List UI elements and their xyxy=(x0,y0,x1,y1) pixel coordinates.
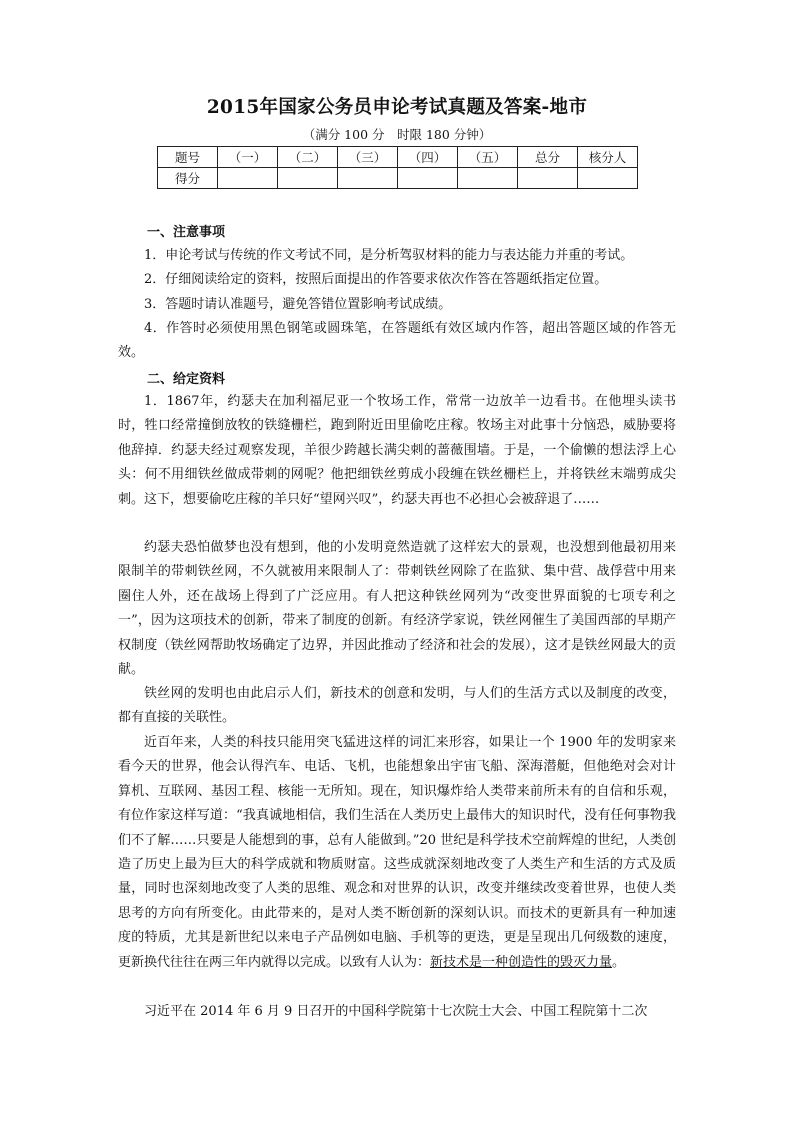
score-cell xyxy=(398,168,458,189)
document-title: 2015年国家公务员申论考试真题及答案-地市 xyxy=(206,97,588,118)
score-table-header: 题号 xyxy=(158,147,218,168)
score-table-header: （四） xyxy=(398,147,458,168)
score-row-label: 得分 xyxy=(158,168,218,189)
material-text-end: 。 xyxy=(612,954,626,970)
notes-item: 2．仔细阅读给定的资料，按照后面提出的作答要求依次作答在答题纸指定位置。 xyxy=(144,272,608,287)
score-table-score-row xyxy=(158,168,638,189)
score-cell xyxy=(218,168,278,189)
score-table-header: （五） xyxy=(458,147,518,168)
material-text: 近百年来，人类的科技只能用突飞猛进这样的词汇来形容，如果让一个 1900 年的发明家来看今天的世界，他会认得汽车、电话、飞机，也能想象出宇宙飞船、深海潜艇，但他绝对会对计算机、互联网、基因工程、核能一无所知。现在，知识爆炸给人类带来前所未有的自信和乐观，有位作家这样写道：“我真诚地相信，我们生活在人类历史上最伟大的知识时代，没有任何事物我们不了解……只要是人能想到的事，总有人能做到。”20 世纪是科学技术空前辉煌的世纪，人类创造了历史上最为巨大的科学成就和物质财富。这些成就深刻地改变了人类生产和生活的方式及质量，同时也深刻地改变了人类的思维、观念和对世界的认识，改变并继续改变着世界，也使人类思考的方向有所变化。由此带来的，是对人类不断创新的深刻认识。而技术的更新具有一种加速度的特质，尤其是新世纪以来电子产品例如电脑、手机等的更迭，更是呈现出几何级数的速度，更新换代往往在两三年内就得以完成。以致有人认为： xyxy=(118,735,676,970)
score-cell xyxy=(578,168,638,189)
section-heading-materials: 二、给定资料 xyxy=(147,372,226,387)
material-paragraph: 铁丝网的发明也由此启示人们，新技术的创意和发明，与人们的生活方式以及制度的改变，都有直接的关联性。 xyxy=(118,686,676,726)
material-paragraph xyxy=(118,731,676,975)
score-cell xyxy=(518,168,578,189)
document-subtitle: （满分 100 分 时限 180 分钟） xyxy=(302,127,492,142)
notes-item: 4．作答时必须使用黑色钢笔或圆珠笔，在答题纸有效区域内作答，超出答题区域的作答无效。 xyxy=(118,321,676,361)
score-table xyxy=(157,146,638,189)
score-cell xyxy=(278,168,338,189)
score-table-header: 核分人 xyxy=(578,147,638,168)
score-table-header: （一） xyxy=(218,147,278,168)
score-table-header: （三） xyxy=(338,147,398,168)
underlined-quote: 新技术是一种创造性的毁灭力量 xyxy=(430,954,613,970)
section-heading-notes: 一、注意事项 xyxy=(147,225,226,240)
score-cell xyxy=(458,168,518,189)
material-paragraph: 约瑟夫恐怕做梦也没有想到，他的小发明竟然造就了这样宏大的景观，也没想到他最初用来限制羊的带刺铁丝网，不久就被用来限制人了：带刺铁丝网除了在监狱、集中营、战俘营中用来圈住人外，还在战场上得到了广泛应用。有人把这种铁丝网列为“改变世界面貌的七项专利之一”，因为这项技术的创新，带来了制度的创新。有经济学家说，铁丝网催生了美国西部的早期产权制度（铁丝网帮助牧场确定了边界，并因此推动了经济和社会的发展），这才是铁丝网最大的贡献。 xyxy=(118,540,676,678)
score-cell xyxy=(338,168,398,189)
material-paragraph: 习近平在 2014 年 6 月 9 日召开的中国科学院第十七次院士大会、中国工程院第十二次 xyxy=(144,1004,648,1019)
score-table-header-row xyxy=(158,147,638,168)
score-table-header: （二） xyxy=(278,147,338,168)
notes-item: 1．申论考试与传统的作文考试不同，是分析驾驭材料的能力与表达能力并重的考试。 xyxy=(144,248,634,263)
score-table-header: 总分 xyxy=(518,147,578,168)
material-paragraph: 1．1867年，约瑟夫在加利福尼亚一个牧场工作，常常一边放羊一边看书。在他埋头读书时，牲口经常撞倒放牧的铁缝栅栏，跑到附近田里偷吃庄稼。牧场主对此事十分恼恐，威胁要将他辞掉．约瑟夫经过观察发现，羊很少跨越长满尖刺的蔷薇围墙。于是，一个偷懒的想法浮上心头：何不用细铁丝做成带刺的网呢？他把细铁丝剪成小段缠在铁丝栅栏上，并将铁丝末端剪成尖刺。这下，想要偷吃庄稼的羊只好“望网兴叹”，约瑟夫再也不必担心会被辞退了…… xyxy=(118,394,676,507)
notes-item: 3．答题时请认准题号，避免答错位置影响考试成绩。 xyxy=(144,297,452,312)
